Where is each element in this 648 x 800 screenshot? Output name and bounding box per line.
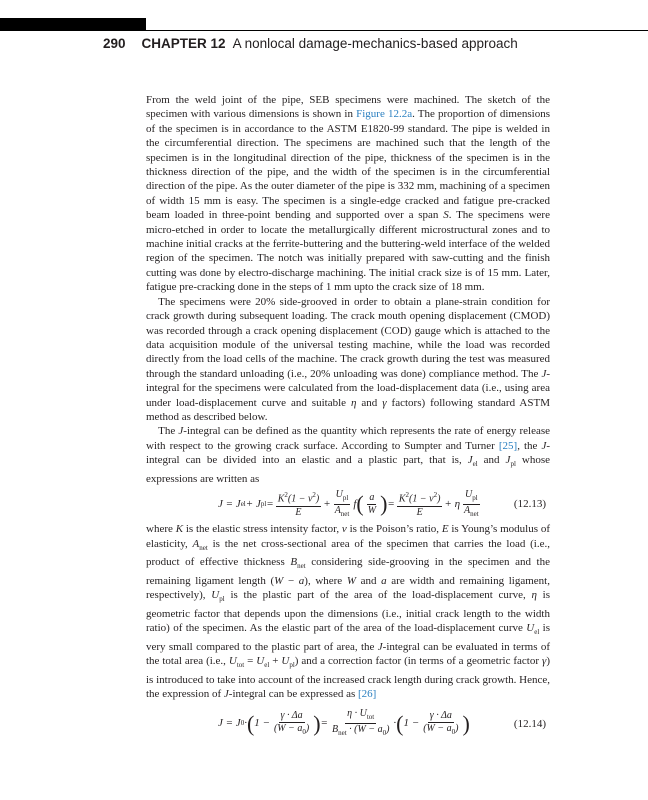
paragraph-3: The J-integral can be defined as the quantity which represents the rate of energy release with respect to the growing crack surface. According to Sumpter and Turner [25], the J-integral can be divided into an elastic and a plastic part, that is, $J_{el}$ and $J_{pl}$ whose expressions are written as [146, 425, 551, 485]
reference-link-25[interactable]: [25] [498, 439, 518, 452]
equation-number: (12.14) [513, 717, 546, 730]
equation-12-14 [146, 706, 550, 742]
equation-formula: J = J 0 · ( 1 − γ · Δa $(W - a_0)$ ) = $\eta \cdot U_{tot}$ $B_{net} \cdot (W - a_0)$ · ( 1 − γ · Δa $(W - a_0)$ ) [218, 708, 470, 738]
paragraph-4: where K is the elastic stress intensity factor, ν is the Poison’s ratio, E is Young’s modulus of elasticity, $A_{net}$ is the net cross-sectional area of the specimen that carries the load (i.e., product of effective thickness $B_{net}$ considering side-grooving in the specimen and the remaining ligament length (W − a), where W and a are width and remaining ligament, respectively), $U_{pl}$ is the plastic part of the area of the load-displacement curve, η is geometric factor that depends upon the dimensions (i.e., initial crack length to the width ratio) of the specimen. As the elastic part of the area of the load-displacement curve $U_{el}$ is very small compared to the plastic part of area, the J-integral can be evaluated in terms of the total area (i.e., $U_{tot} = U_{el} + U_{pl}$) and a correction factor (in terms of a geometric factor γ) is introduced to take into account of the increased crack length during crack growth. Hence, the expression of J-integral can be expressed as [26] [146, 523, 550, 701]
running-header [103, 36, 518, 51]
chapter-label: CHAPTER 12 [141, 36, 226, 51]
page-number: 290 [103, 36, 126, 51]
equation-12-13 [146, 486, 550, 522]
paragraph-2: The specimens were 20% side-grooved in order to obtain a plane-strain condition for crack growth during subsequent loading. The crack mouth opening displacement (CMOD) was recorded through a crack opening displacement (COD) gauge which is attached to the data acquisition module of the universal testing machine, while the load was recorded directly from the load cells of the machine. The crack growth during the test was measured through the standard unloading (i.e., 20% unloading was done) compliance method. The J-integral for the specimens were calculated from the load-displacement data (i.e., using area under load-displacement curve and suitable η and γ factors) following standard ASTM method as described below. [146, 295, 550, 423]
header-rule [146, 30, 648, 31]
reference-link-26[interactable]: [26] [358, 688, 377, 701]
figure-link[interactable]: Figure 12.2a [356, 108, 413, 121]
paragraph-1: From the weld joint of the pipe, SEB specimens were machined. The sketch of the specimen with various dimensions is shown in Figure 12.2a. The proportion of dimensions of the specimen is in accordance to the ASTM E1820-99 standard. The pipe is welded in the circumferential direction. The specimens are machined such that the length of the specimen is in the longitudinal direction of the pipe, thickness of the specimen is in the thickness direction of the pipe, and the width of the specimen is in the circumferential direction of the pipe. As the outer diameter of the pipe is 332 mm, machining of a specimen of width 15 mm is easy. The specimen is a single-edge cracked and fatigue pre-cracked beam loaded in three-point bending and supported over a span S. The specimens were micro-etched in order to locate the metallurgically different microstructural zones and to machine initial cracks at the ferrite-buttering and the buttering-weld interface of the welded region of the specimen. The notch was initially prepared with saw-cutting and the finish cutting was done by electro-discharge machining. The initial crack size is of 15 mm. Later, fatigue pre-cracking done in the steps of 1 mm upto the crack size of 18 mm. [146, 94, 550, 294]
equation-number: (12.13) [513, 498, 546, 511]
chapter-title: A nonlocal damage-mechanics-based approach [232, 36, 518, 51]
equation-formula: J = J el + J pl = $K^2(1 - \nu^2)$ E + $U_{pl}$ $A_{net}$ f ( a W ) = $K^2(1 - \nu^2)$ E + η $U_{pl}$ $A_{net}$ [218, 488, 479, 518]
header-bar [0, 18, 146, 31]
body-text [146, 93, 550, 742]
